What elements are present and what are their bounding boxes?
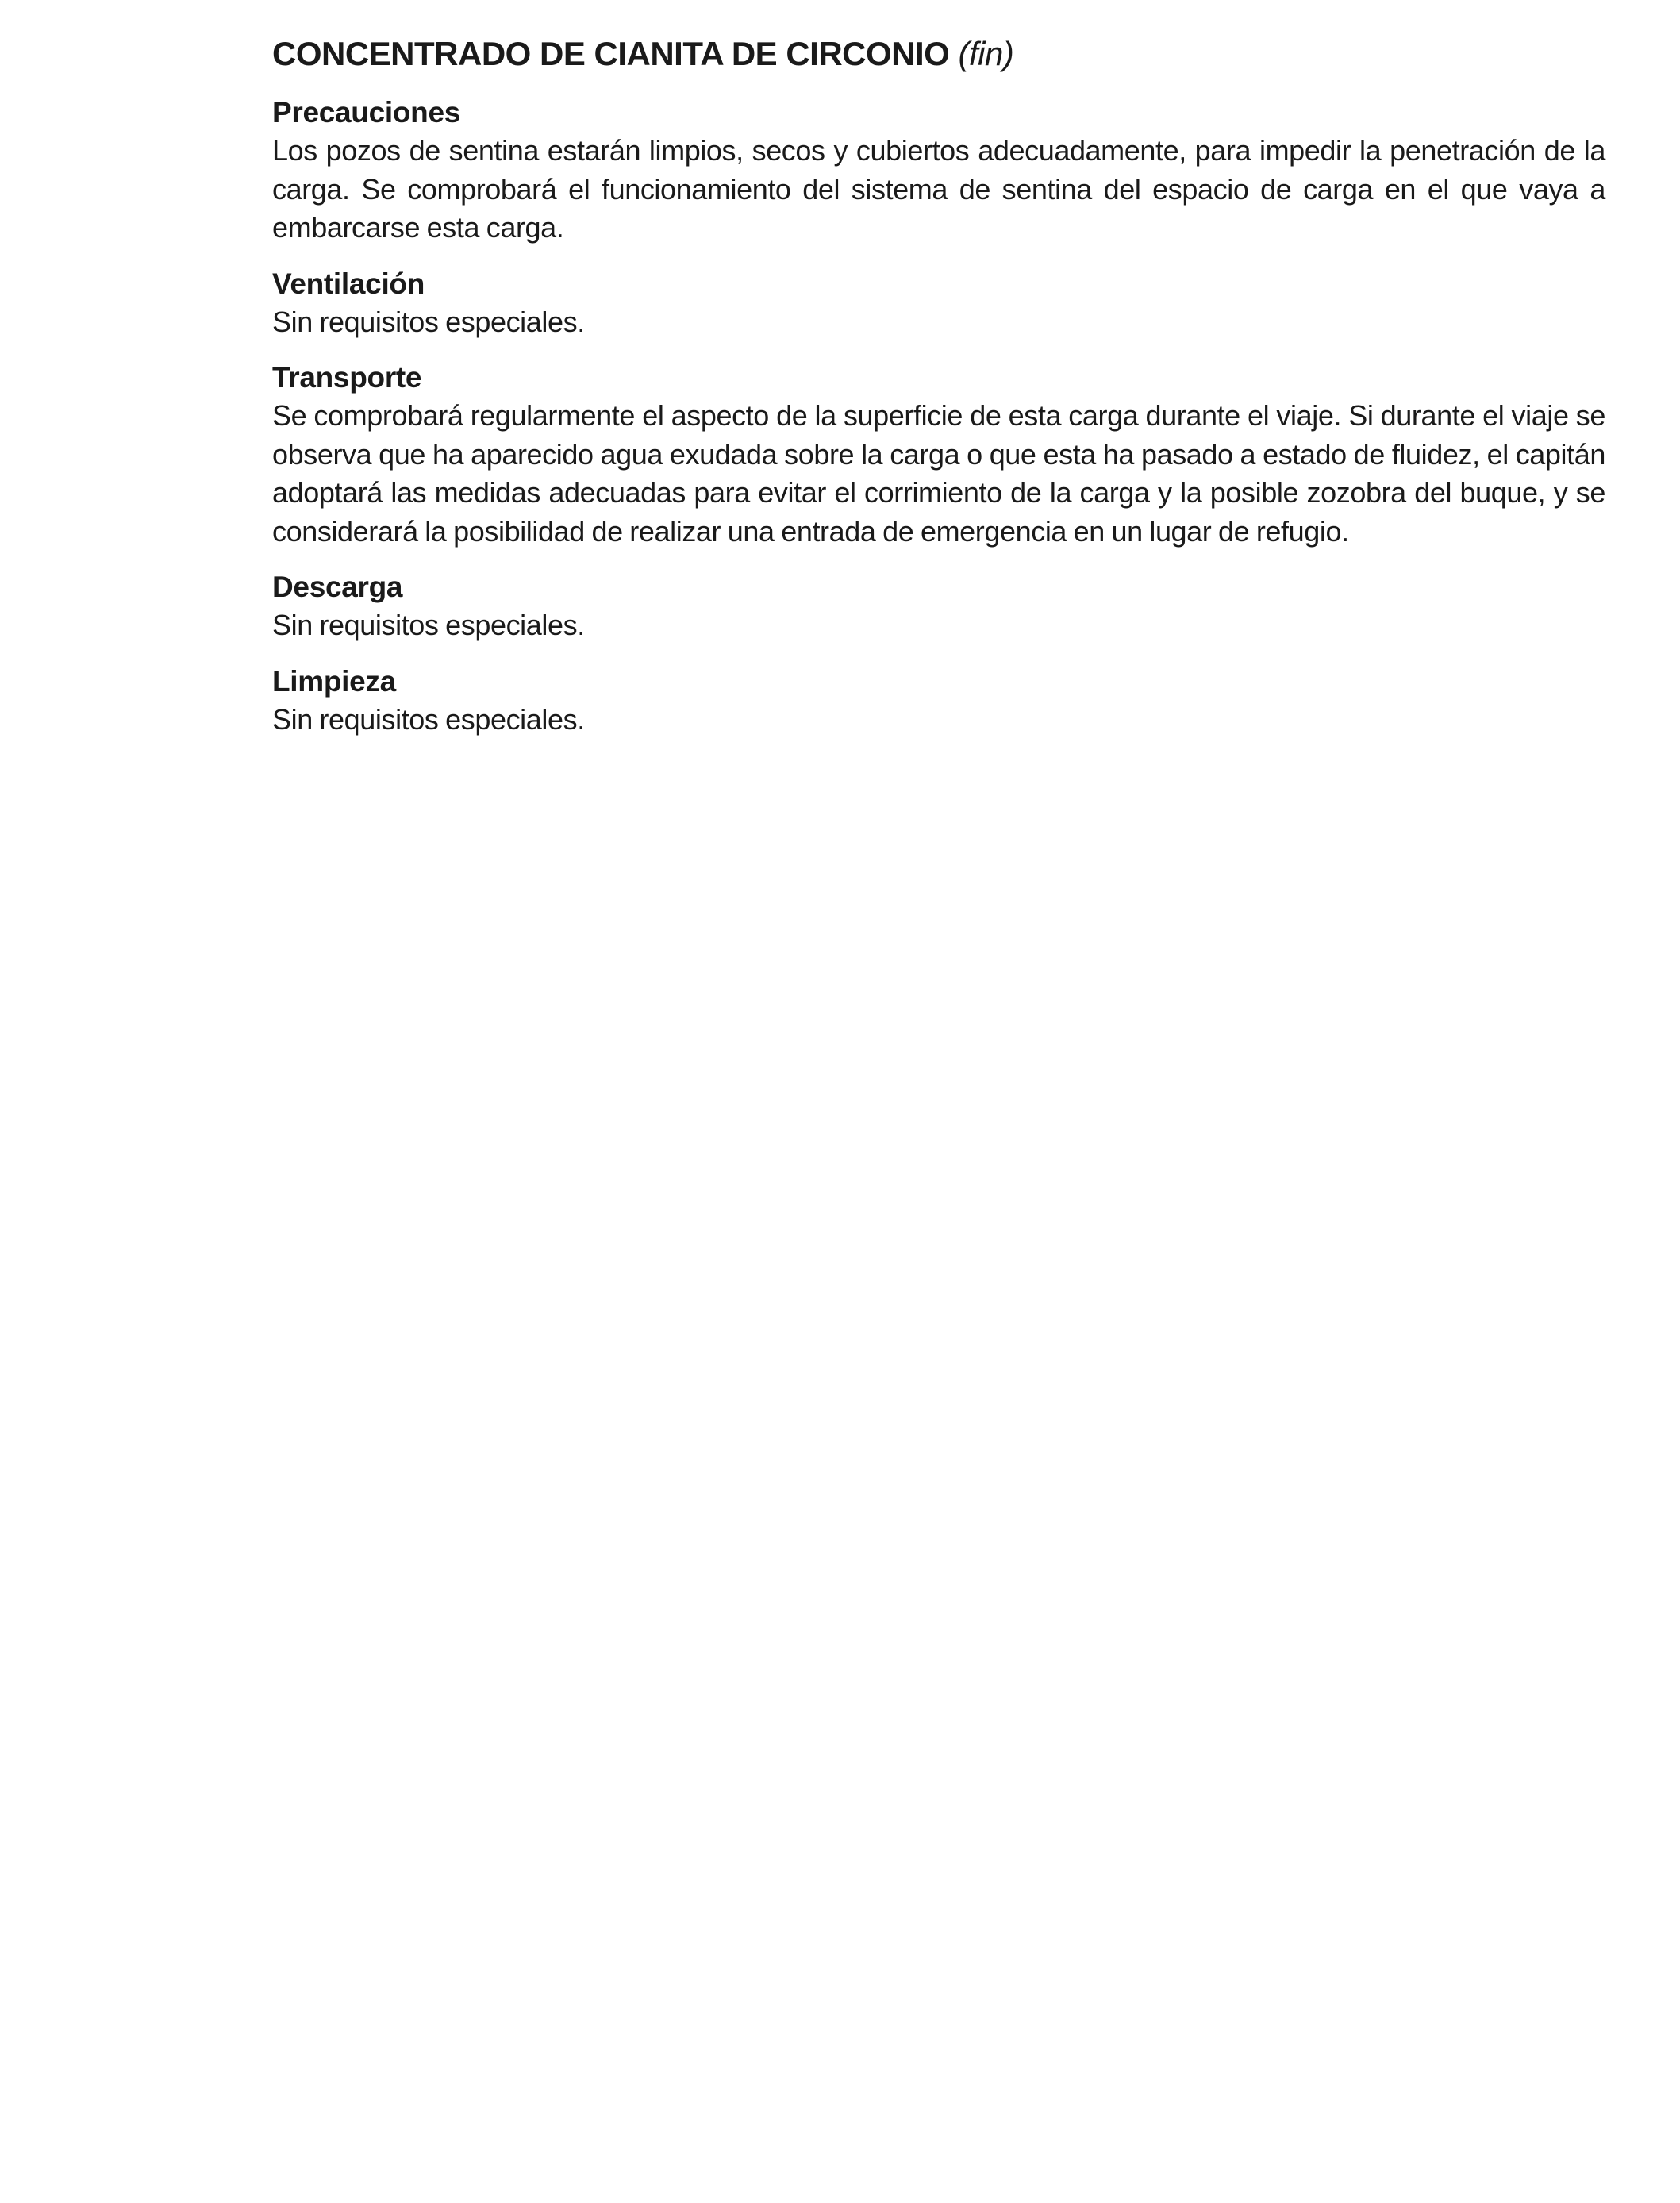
section-body: Los pozos de sentina estarán limpios, secos y cubiertos adecuadamente, para impedir la penetración de la carga. Se comprobará el funcionamiento del sistema de sentina del espacio de carga en el que vaya a embarcarse esta carga. — [272, 134, 1605, 244]
section-heading: Precauciones — [272, 96, 461, 129]
document-title — [272, 32, 1605, 76]
section-body: Se comprobará regularmente el aspecto de la superficie de esta carga durante el viaje. Si durante el viaje se observa que ha aparecido agua exudada sobre la carga o que esta ha pasado a estado de fluidez, el capitán adoptará las medidas adecuadas para evitar el corrimiento de la carga y la posible zozobra del buque, y se considerará la posibilidad de realizar una entrada de emergencia en un lugar de refugio. — [272, 399, 1605, 548]
section-body: Sin requisitos especiales. — [272, 702, 585, 736]
section-body: Sin requisitos especiales. — [272, 609, 585, 641]
section-descarga — [272, 568, 1605, 645]
section-heading: Descarga — [272, 571, 403, 603]
section-body: Sin requisitos especiales. — [272, 305, 585, 338]
section-transporte — [272, 359, 1605, 551]
document-page — [272, 32, 1605, 756]
section-precauciones — [272, 94, 1605, 248]
section-heading: Limpieza — [272, 664, 396, 698]
section-heading: Ventilación — [272, 267, 425, 300]
document-title-suffix: (fin) — [958, 35, 1014, 72]
document-title-text: CONCENTRADO DE CIANITA DE CIRCONIO — [272, 35, 950, 72]
section-ventilacion — [272, 265, 1605, 342]
section-limpieza — [272, 663, 1605, 740]
section-heading: Transporte — [272, 361, 422, 394]
